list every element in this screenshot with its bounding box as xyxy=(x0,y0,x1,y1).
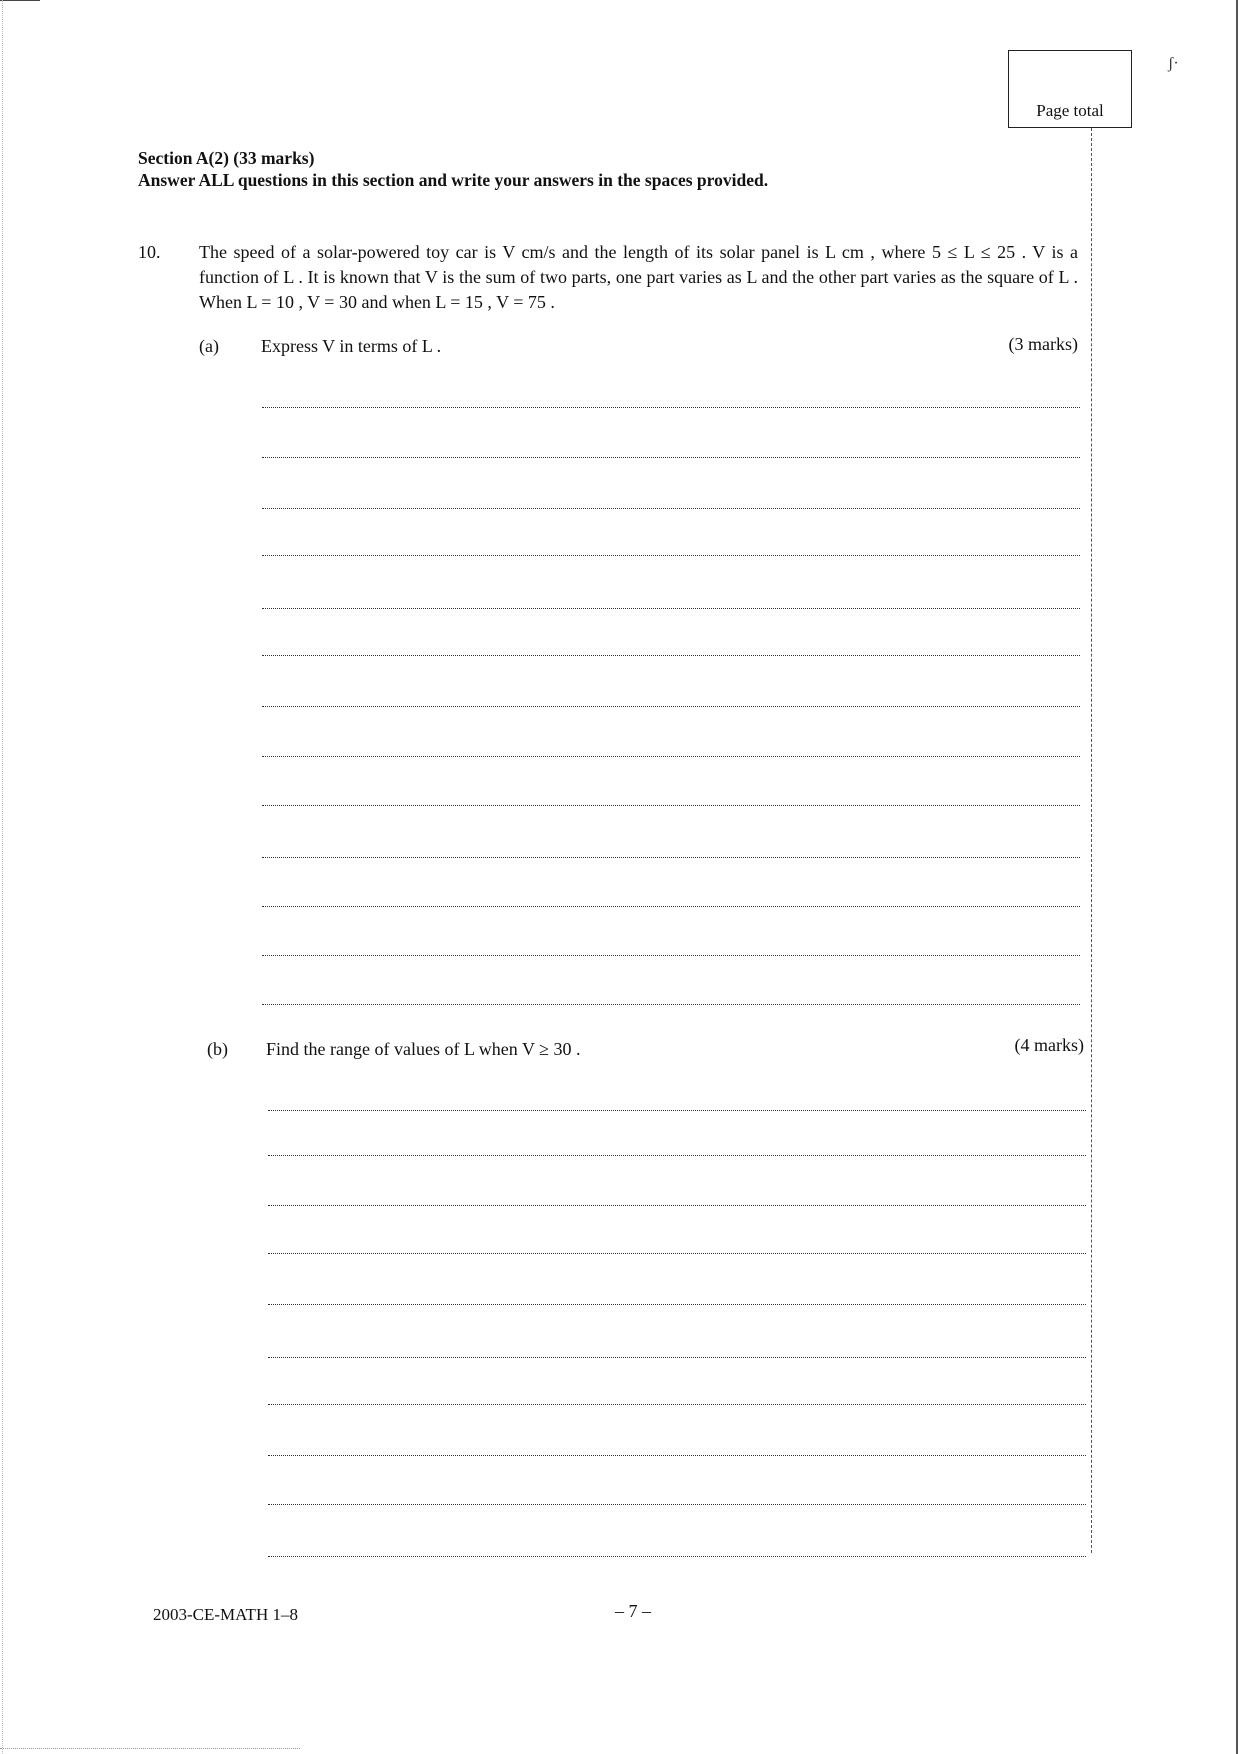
part-a-text: Express V in terms of L . xyxy=(261,336,442,356)
answer-line[interactable] xyxy=(262,857,1080,858)
question-text: The speed of a solar-powered toy car is V cm/s and the length of its solar panel is L cm , where 5 ≤ L ≤ 25 . V is a function of L . It is known that V is the sum of two parts, one part varies as L and the other part varies as the square of L . When L = 10 , V = 30 and when L = 15 , V = 75 . xyxy=(199,242,1078,312)
answer-line[interactable] xyxy=(268,1110,1086,1111)
answer-line[interactable] xyxy=(262,955,1080,956)
answer-line[interactable] xyxy=(262,457,1080,458)
answer-line[interactable] xyxy=(262,508,1080,509)
answer-line[interactable] xyxy=(262,706,1080,707)
part-b-marks: (4 marks) xyxy=(1014,1035,1084,1055)
answer-line[interactable] xyxy=(268,1304,1086,1305)
answer-line[interactable] xyxy=(268,1404,1086,1405)
answer-line[interactable] xyxy=(262,756,1080,757)
section-title: Section A(2) (33 marks) xyxy=(138,148,315,168)
part-b-text: Find the range of values of L when V ≥ 30 . xyxy=(266,1039,581,1059)
footer-exam-code: 2003-CE-MATH 1–8 xyxy=(153,1605,298,1624)
question-number: 10. xyxy=(138,242,161,262)
answer-line[interactable] xyxy=(262,1004,1080,1005)
page-total-label: Page total xyxy=(1036,101,1104,120)
bottom-scan-edge xyxy=(0,1748,300,1749)
part-a-marks: (3 marks) xyxy=(1008,334,1078,354)
footer-page-number: – 7 – xyxy=(615,1601,651,1621)
answer-line[interactable] xyxy=(268,1205,1086,1206)
corner-scan-mark xyxy=(0,0,40,3)
answer-line[interactable] xyxy=(268,1556,1086,1557)
answer-line[interactable] xyxy=(262,906,1080,907)
answer-line[interactable] xyxy=(268,1357,1086,1358)
answer-line[interactable] xyxy=(262,555,1080,556)
part-b-label: (b) xyxy=(207,1039,228,1059)
section-instruction: Answer ALL questions in this section and write your answers in the spaces provided. xyxy=(138,170,769,190)
page-total-box xyxy=(1008,50,1132,128)
answer-line[interactable] xyxy=(262,407,1080,408)
answer-line[interactable] xyxy=(262,608,1080,609)
answer-line[interactable] xyxy=(268,1455,1086,1456)
answer-line[interactable] xyxy=(262,655,1080,656)
left-scan-edge xyxy=(2,0,3,1754)
answer-line[interactable] xyxy=(268,1504,1086,1505)
answer-line[interactable] xyxy=(268,1155,1086,1156)
answer-line[interactable] xyxy=(262,805,1080,806)
part-a-label: (a) xyxy=(199,336,219,356)
margin-dashed-rule xyxy=(1091,128,1092,1553)
right-scan-edge xyxy=(1236,0,1238,1754)
answer-line[interactable] xyxy=(268,1253,1086,1254)
section-heading xyxy=(138,147,768,191)
stray-scan-mark: ʃ· xyxy=(1168,55,1179,72)
